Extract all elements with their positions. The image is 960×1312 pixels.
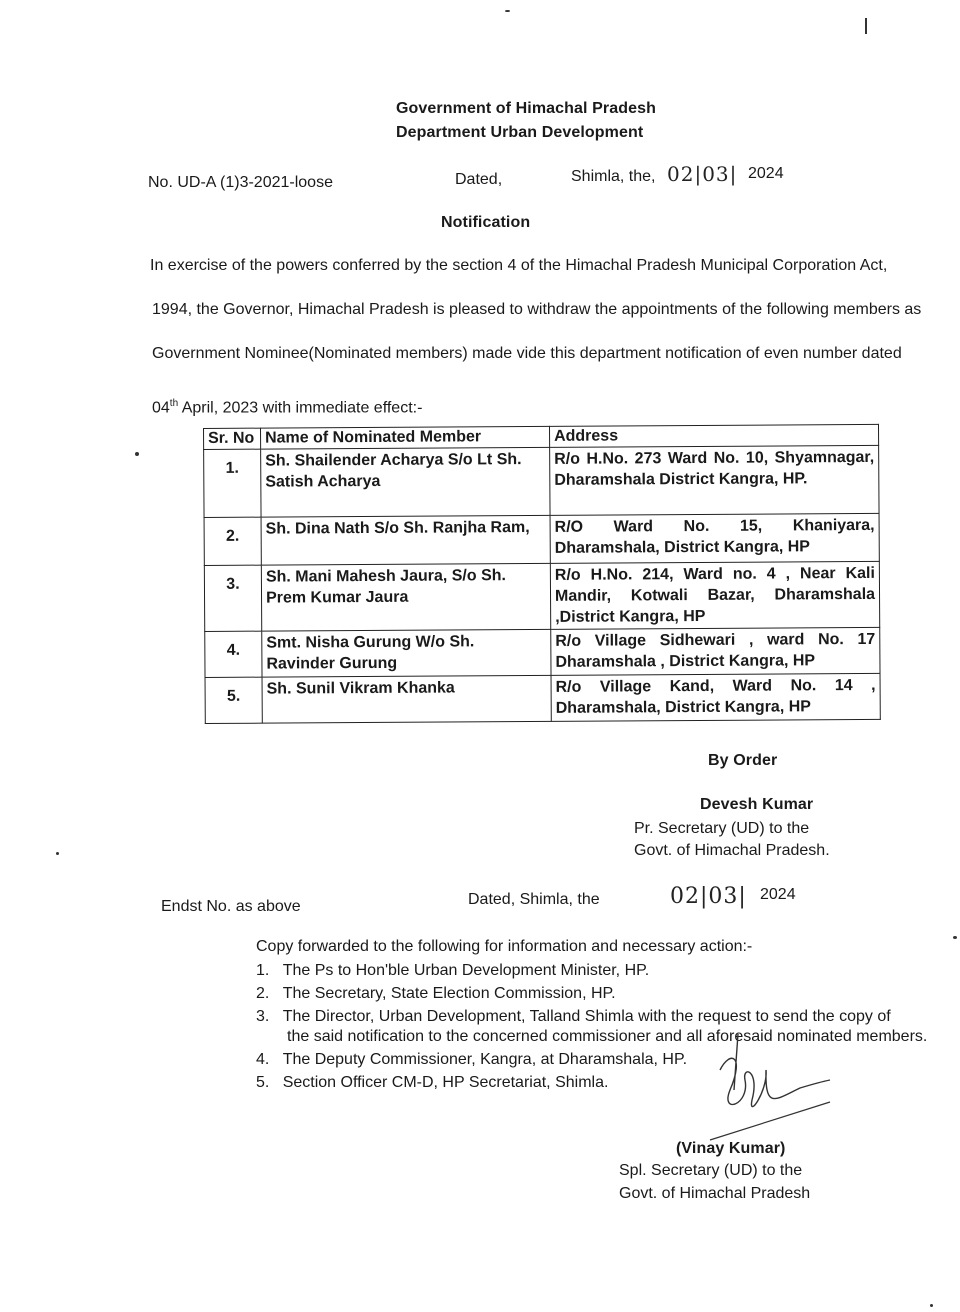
endorsement-year: 2024 <box>760 886 796 903</box>
row-sr: 3. <box>204 565 261 631</box>
officer-govt: Govt. of Himachal Pradesh. <box>634 842 830 859</box>
body-line-1: In exercise of the powers conferred by the section 4 of the Himachal Pradesh Municipal Corporation Act, <box>150 257 888 274</box>
officer-designation: Pr. Secretary (UD) to the <box>634 820 810 837</box>
place-label: Shimla, the, <box>571 168 656 185</box>
list-item <box>256 1074 608 1092</box>
list-item <box>256 1051 687 1069</box>
list-item <box>256 962 649 980</box>
row-address: R/o Village Sidhewari , ward No. 17 Dharamshala , District Kangra, HP <box>551 627 880 675</box>
list-item-number: 3. <box>256 1008 270 1025</box>
header-department: Department Urban Development <box>396 124 644 141</box>
list-item-number: 4. <box>256 1051 270 1068</box>
list-item-continuation: the said notification to the concerned commissioner and all aforesaid nominated members. <box>287 1028 928 1045</box>
body-line-3: Government Nominee(Nominated members) made vide this department notification of even number dated <box>152 345 902 362</box>
body-line-4-suffix: th <box>169 398 179 409</box>
scan-speck <box>930 1304 933 1307</box>
reference-number: No. UD-A (1)3-2021-loose <box>148 174 333 191</box>
list-item-text: The Director, Urban Development, Talland Shimla with the request to send the copy of <box>282 1008 891 1025</box>
body-line-4 <box>152 396 422 416</box>
signature-icon <box>690 1030 840 1150</box>
scan-speck <box>505 10 510 12</box>
body-line-4-text: April, 2023 with immediate effect:- <box>178 399 423 417</box>
by-order: By Order <box>708 752 778 769</box>
scan-speck <box>953 936 957 939</box>
notification-title: Notification <box>441 214 531 231</box>
header-sr-no: Sr. No <box>204 428 261 449</box>
officer-name: Devesh Kumar <box>700 796 814 813</box>
list-item-number: 2. <box>256 985 270 1002</box>
endorsement-handwritten-date: 02|03| <box>670 884 747 909</box>
row-sr: 2. <box>204 517 261 565</box>
row-address: R/o H.No. 214, Ward no. 4 , Near Kali Mandir, Kotwali Bazar, Dharamshala ,District Kangra, HP <box>550 561 879 629</box>
row-sr: 5. <box>205 677 262 723</box>
nominated-members-table <box>203 424 881 724</box>
row-name: Sh. Mani Mahesh Jaura, S/o Sh. Prem Kumar Jaura <box>261 563 550 631</box>
row-sr: 4. <box>205 631 262 677</box>
body-line-4-day: 04 <box>152 399 170 417</box>
signatory-designation: Spl. Secretary (UD) to the <box>619 1162 803 1179</box>
row-address: R/o H.No. 273 Ward No. 10, Shyamnagar, Dharamshala District Kangra, HP. <box>550 445 879 515</box>
copy-intro: Copy forwarded to the following for information and necessary action:- <box>256 938 753 955</box>
row-name: Sh. Shailender Acharya S/o Lt Sh. Satish Acharya <box>261 447 550 517</box>
scan-speck <box>56 852 59 855</box>
table-row <box>204 561 879 631</box>
endorsement-dated: Dated, Shimla, the <box>468 891 600 908</box>
header-member-name: Name of Nominated Member <box>261 426 550 449</box>
signatory-name: (Vinay Kumar) <box>676 1140 786 1157</box>
list-item-number: 5. <box>256 1074 270 1091</box>
list-item <box>256 985 616 1003</box>
body-line-2: 1994, the Governor, Himachal Pradesh is pleased to withdraw the appointments of the following members as <box>152 301 922 318</box>
list-item-text: The Deputy Commissioner, Kangra, at Dharamshala, HP. <box>282 1051 688 1068</box>
header-government: Government of Himachal Pradesh <box>396 100 656 117</box>
scan-speck <box>865 18 867 34</box>
scan-speck <box>135 452 139 456</box>
row-name: Smt. Nisha Gurung W/o Sh. Ravinder Gurung <box>262 629 551 677</box>
endorsement-number: Endst No. as above <box>161 898 301 915</box>
handwritten-date: 02|03| <box>667 162 738 186</box>
row-address: R/O Ward No. 15, Khaniyara, Dharamshala, District Kangra, HP <box>550 513 879 563</box>
dated-label: Dated, <box>455 171 503 188</box>
row-name: Sh. Sunil Vikram Khanka <box>262 675 551 723</box>
row-name: Sh. Dina Nath S/o Sh. Ranjha Ram, <box>261 515 550 565</box>
date-year: 2024 <box>748 165 784 182</box>
list-item <box>256 1008 891 1026</box>
row-address: R/o Village Kand, Ward No. 14 , Dharamshala, District Kangra, HP <box>551 673 880 721</box>
table-row <box>204 445 879 517</box>
table-row <box>205 673 880 723</box>
table-row <box>204 513 879 565</box>
signatory-govt: Govt. of Himachal Pradesh <box>619 1185 811 1202</box>
list-item-text: The Secretary, State Election Commission, HP. <box>282 985 616 1002</box>
list-item-text: The Ps to Hon'ble Urban Development Minister, HP. <box>282 962 650 979</box>
table-row <box>205 627 880 677</box>
list-item-text: Section Officer CM-D, HP Secretariat, Shimla. <box>282 1074 609 1091</box>
header-address: Address <box>549 424 878 447</box>
row-sr: 1. <box>204 449 261 517</box>
list-item-number: 1. <box>256 962 270 979</box>
